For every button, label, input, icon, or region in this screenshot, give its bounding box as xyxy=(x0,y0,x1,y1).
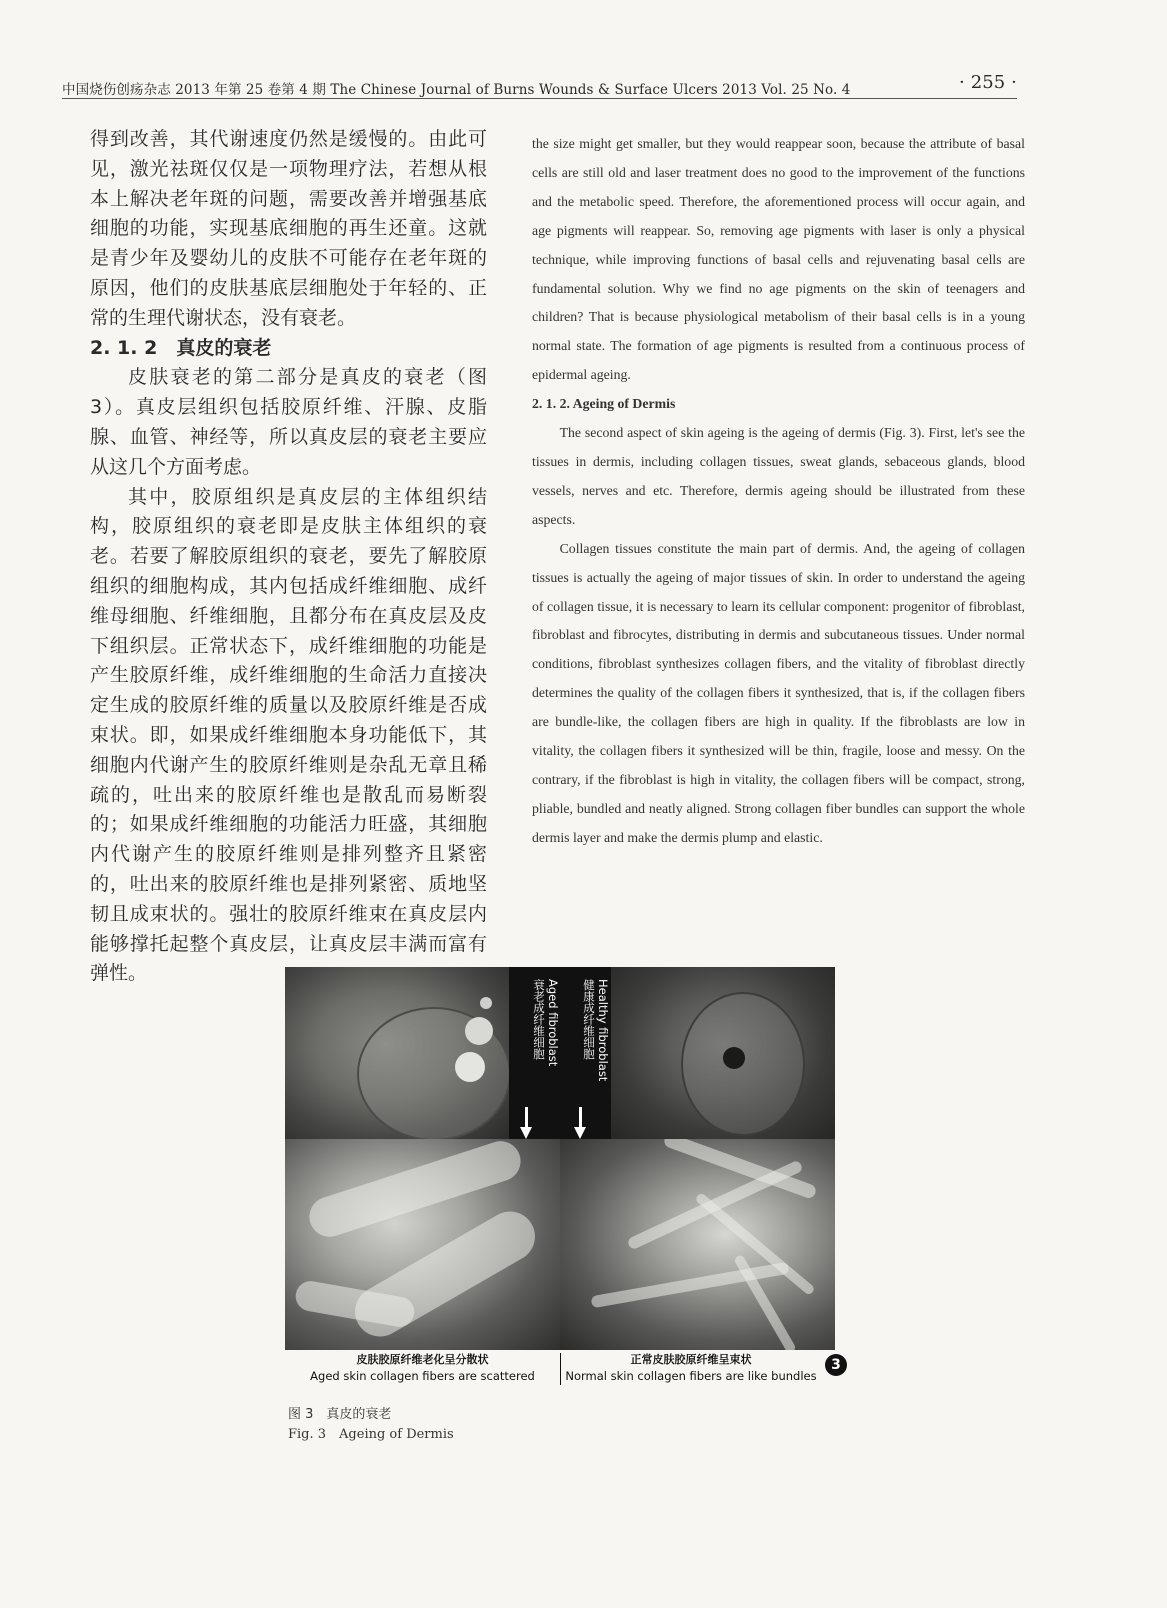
right-caption-zh: 正常皮肤胶原纤维呈束状 xyxy=(630,1353,752,1366)
zh-paragraph-3: 其中，胶原组织是真皮层的主体组织结构，胶原组织的衰老即是皮肤主体组织的衰老。若要了解胶原组织的衰老，要先了解胶原组织的细胞构成，其内包括成纤维细胞、成纤维母细胞、纤维细胞，且都分布在真皮层及皮下组织层。正常状态下，成纤维细胞的功能是产生胶原纤维，成纤维细胞的生命活力直接决定生成的胶原纤维的质量以及胶原纤维是否成束状。即，如果成纤维细胞本身功能低下，其细胞内代谢产生的胶原纤维则是杂乱无章且稀疏的，吐出来的胶原纤维也是散乱而易断裂的；如果成纤维细胞的功能活力旺盛，其细胞内代谢产生的胶原纤维则是排列整齐且紧密的，吐出来的胶原纤维也是排列紧密、质地坚韧且成束状的。强壮的胶原纤维束在真皮层内能够撑托起整个真皮层，让真皮层丰满而富有弹性。 xyxy=(90,485,487,985)
zh-paragraph-1: 得到改善，其代谢速度仍然是缓慢的。由此可见，激光祛斑仅仅是一项物理疗法，若想从根本上解决老年斑的问题，需要改善并增强基底细胞的功能，实现基底细胞的再生还童。这就是青少年及婴幼儿的皮肤不可能存在老年斑的原因，他们的皮肤基底层细胞处于年轻的、正常的生理代谢状态，没有衰老。 xyxy=(90,128,487,329)
arrow-down-icon xyxy=(574,1127,586,1139)
normal-collagen-bundles-micrograph xyxy=(560,1139,835,1350)
zh-section-heading: 2. 1. 2 真皮的衰老 xyxy=(90,336,272,359)
aged-fibroblast-micrograph xyxy=(285,967,509,1139)
figure-caption-en: Fig. 3 Ageing of Dermis xyxy=(288,1427,454,1442)
vesicle xyxy=(465,1017,493,1045)
figure-caption xyxy=(288,1405,454,1445)
left-caption-en: Aged skin collagen fibers are scattered xyxy=(310,1369,535,1383)
chinese-column xyxy=(90,125,487,989)
healthy-fibroblast-label xyxy=(589,979,609,1081)
running-header xyxy=(62,72,1017,99)
figure-number-badge: 3 xyxy=(825,1354,847,1376)
aged-fibroblast-label-zh xyxy=(525,979,545,1060)
en-paragraph-3: Collagen tissues constitute the main part of dermis. And, the ageing of collagen tissues is actually the ageing of major tissues of skin. In order to understand the ageing of collagen tissue, it is necessary to learn its cellular component: progenitor of fibroblast, fibroblast and fibrocytes, distributing in dermis and subcutaneous tissues. Under normal conditions, fibroblast synthesizes collagen fibers, and the vitality of fibroblast directly determines the quality of the collagen fibers it synthesized, that is, if the collagen fibers are bundle-like, the collagen fibers are high in quality. If the fibroblasts are low in vitality, the collagen fibers it synthesized will be thin, fragile, loose and messy. On the contrary, if the fibroblast is high in vitality, the collagen fibers will be compact, strong, pliable, bundled and neatly aligned. Strong collagen fiber bundles can support the whole dermis layer and make the dermis plump and elastic. xyxy=(532,540,1025,845)
left-panel-caption xyxy=(285,1352,560,1384)
aged-collagen-fibers-micrograph xyxy=(285,1139,560,1350)
healthy-label-zh: 健康成纤维细胞 xyxy=(582,979,596,1060)
en-paragraph-2: The second aspect of skin ageing is the ageing of dermis (Fig. 3). First, let's see the tissues in dermis, including collagen tissues, sweat glands, sebaceous glands, blood vessels, nerves and etc. Therefore, dermis ageing should be illustrated from these aspects. xyxy=(532,425,1025,527)
right-caption-en: Normal skin collagen fibers are like bundles xyxy=(565,1369,817,1383)
figure-image xyxy=(285,967,835,1350)
right-panel-caption xyxy=(561,1352,821,1384)
nucleolus xyxy=(723,1047,745,1069)
arrow-shaft-right xyxy=(579,1107,582,1129)
en-section-heading: 2. 1. 2. Ageing of Dermis xyxy=(532,396,676,412)
aged-label-en: Aged fibroblast xyxy=(546,979,560,1067)
label-strip xyxy=(509,967,611,1139)
page-number: · 255 · xyxy=(959,72,1017,93)
english-column xyxy=(532,130,1025,853)
journal-title: 中国烧伤创疡杂志 2013 年第 25 卷第 4 期 The Chinese Journal of Burns Wounds & Surface Ulcers 2013 Vol. 25 No. 4 xyxy=(62,82,851,98)
figure-3 xyxy=(285,967,845,1387)
vesicle xyxy=(480,997,492,1009)
collagen-fiber xyxy=(346,1202,544,1345)
healthy-fibroblast-micrograph xyxy=(611,967,835,1139)
aged-label-zh: 衰老成纤维细胞 xyxy=(532,979,546,1060)
vesicle xyxy=(455,1052,485,1082)
left-caption-zh: 皮肤胶原纤维老化呈分散状 xyxy=(356,1353,489,1366)
en-paragraph-1: the size might get smaller, but they would reappear soon, because the attribute of basal cells are still old and laser treatment does no good to the improvement of the functions and the metabolic speed. Therefore, the aforementioned process will occur again, and age pigments will reappear. So, removing age pigments with laser is only a physical technique, while improving functions of basal cells and rejuvenating basal cells are fundamental solution. Why we find no age pigments on the skin of teenagers and children? That is because physiological metabolism of their basal cells is in a young normal state. The formation of age pigments is resulted from a continuous process of epidermal ageing. xyxy=(532,136,1025,383)
figure-caption-zh: 图 3 真皮的衰老 xyxy=(288,1407,392,1422)
arrow-down-icon xyxy=(520,1127,532,1139)
healthy-label-en: Healthy fibroblast xyxy=(596,979,610,1082)
arrow-shaft-left xyxy=(525,1107,528,1129)
zh-paragraph-2: 皮肤衰老的第二部分是真皮的衰老（图3）。真皮层组织包括胶原纤维、汗腺、皮脂腺、血管、神经等，所以真皮层的衰老主要应从这几个方面考虑。 xyxy=(90,366,487,478)
